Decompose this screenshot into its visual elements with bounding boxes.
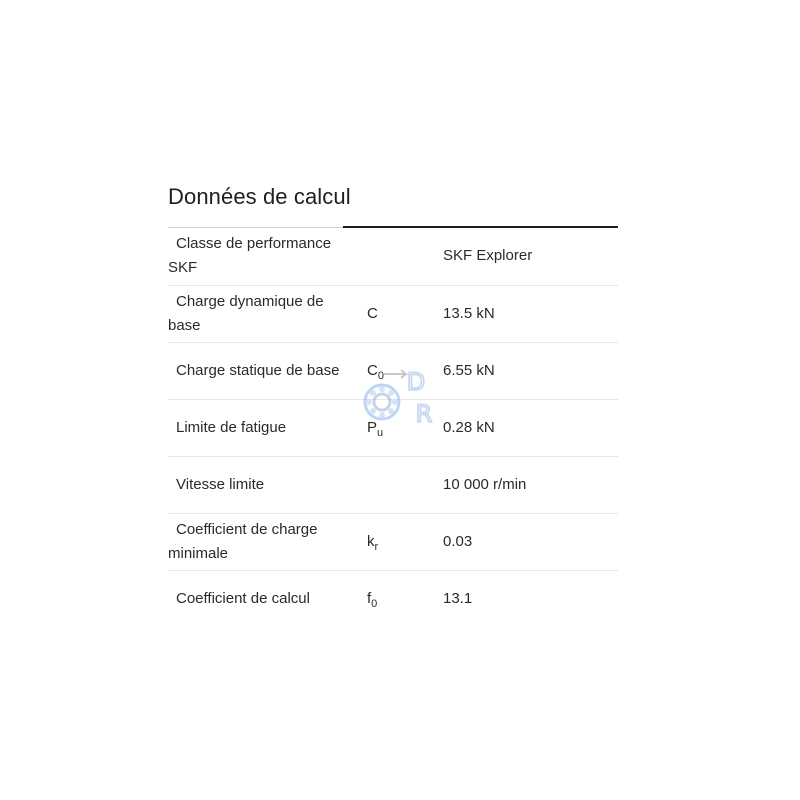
svg-text:R: R xyxy=(415,400,433,428)
row-value: 13.5 kN xyxy=(443,304,495,322)
row-label-cell xyxy=(168,342,367,399)
table-row xyxy=(168,342,618,399)
row-label-cell xyxy=(168,285,367,342)
row-label-cell xyxy=(168,399,367,456)
row-label: Charge dynamique de base xyxy=(168,292,324,334)
row-symbol-cell xyxy=(367,513,443,570)
symbol-subscript: 0 xyxy=(377,369,384,382)
table-row xyxy=(168,513,618,570)
table-row xyxy=(168,570,618,627)
symbol-letter: C xyxy=(367,304,378,322)
row-symbol-cell xyxy=(367,342,443,399)
row-label: Vitesse limite xyxy=(176,475,265,493)
table-row xyxy=(168,456,618,513)
row-label-cell xyxy=(168,570,367,627)
table-row xyxy=(168,285,618,342)
row-symbol xyxy=(367,589,378,610)
symbol-subscript: 0 xyxy=(371,597,378,610)
row-value: 0.03 xyxy=(443,532,473,550)
header-rule xyxy=(168,226,618,228)
row-value: 10 000 r/min xyxy=(443,475,527,493)
calculation-data-table xyxy=(168,228,618,627)
row-label: Coefficient de charge minimale xyxy=(168,520,318,562)
row-symbol-cell xyxy=(367,399,443,456)
row-label-cell xyxy=(168,513,367,570)
row-symbol-cell xyxy=(367,456,443,513)
row-value: 0.28 kN xyxy=(443,418,495,436)
svg-text:D: D xyxy=(406,368,426,396)
section-title: Données de calcul xyxy=(168,184,351,209)
table-row xyxy=(168,399,618,456)
row-value: SKF Explorer xyxy=(443,247,533,265)
row-label: Classe de performance SKF xyxy=(168,235,332,277)
row-label-cell xyxy=(168,456,367,513)
row-symbol xyxy=(367,532,379,553)
table-row xyxy=(168,228,618,285)
header-rule-dark xyxy=(343,226,618,228)
symbol-letter: f xyxy=(367,589,372,607)
symbol-letter: P xyxy=(367,418,378,436)
row-symbol-cell xyxy=(367,285,443,342)
calculation-data-section xyxy=(168,180,618,627)
row-label: Charge statique de base xyxy=(176,361,340,379)
row-symbol xyxy=(367,418,384,439)
symbol-subscript: r xyxy=(374,540,379,553)
row-label: Limite de fatigue xyxy=(176,418,287,436)
row-symbol xyxy=(367,305,378,322)
row-symbol xyxy=(367,361,384,382)
row-label-cell xyxy=(168,228,367,285)
header-rule-light xyxy=(168,227,343,228)
symbol-subscript: u xyxy=(377,426,384,439)
symbol-letter: C xyxy=(367,361,378,379)
symbol-letter: k xyxy=(367,532,375,550)
row-symbol-cell xyxy=(367,570,443,627)
row-value: 13.1 xyxy=(443,589,473,607)
row-label: Coefficient de calcul xyxy=(176,589,310,607)
row-symbol-cell xyxy=(367,228,443,285)
row-value: 6.55 kN xyxy=(443,361,495,379)
